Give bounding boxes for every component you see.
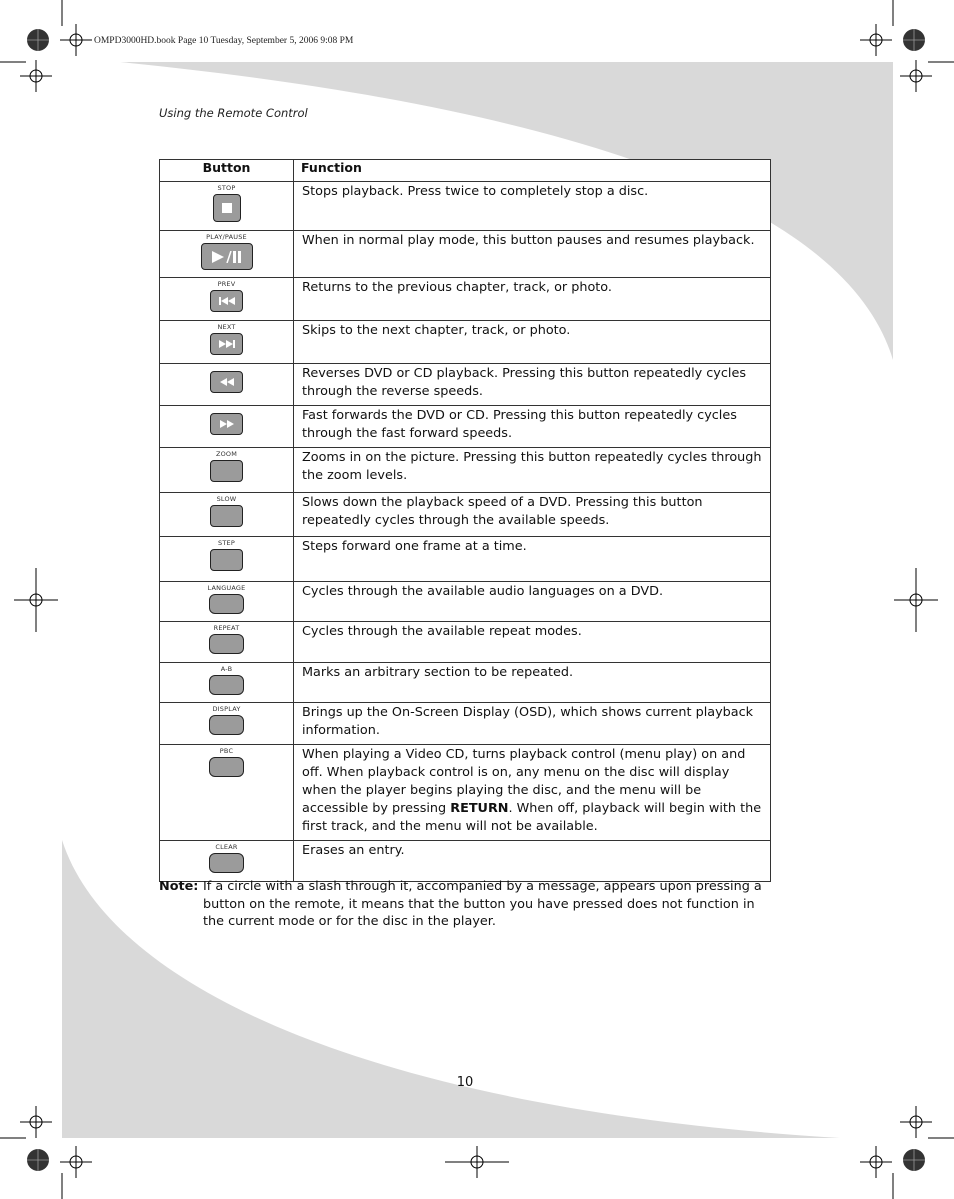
button-caption: NEXT	[217, 323, 236, 331]
stop-button-image	[213, 194, 241, 222]
note-text: If a circle with a slash through it, accompanied by a message, appears upon pressing a button on the remote, it means that the button you have pressed does not function in the current mode or for the disc in the player.	[203, 879, 762, 929]
section-title: Using the Remote Control	[159, 106, 308, 120]
button-cell	[160, 622, 294, 663]
skip-previous-icon	[211, 291, 242, 311]
button-caption: STOP	[217, 184, 236, 192]
function-description: Cycles through the available audio languages on a DVD.	[294, 582, 771, 622]
column-header-button: Button	[160, 160, 294, 182]
display-button-image	[209, 715, 244, 735]
table-header-row	[160, 160, 771, 182]
table-row	[160, 321, 771, 364]
page-number: 10	[456, 1075, 474, 1090]
table-row	[160, 582, 771, 622]
function-description: Marks an arbitrary section to be repeated.	[294, 663, 771, 703]
button-caption: ZOOM	[215, 450, 238, 458]
table-row	[160, 745, 771, 841]
button-cell	[160, 182, 294, 231]
button-cell	[160, 745, 294, 841]
function-description: Zooms in on the picture. Pressing this button repeatedly cycles through the zoom levels.	[294, 448, 771, 493]
table-row	[160, 448, 771, 493]
function-description	[294, 745, 771, 841]
print-header: OMPD3000HD.book Page 10 Tuesday, September 5, 2006 9:08 PM	[94, 36, 354, 46]
button-function-table	[159, 159, 771, 882]
table-row	[160, 537, 771, 582]
button-caption: PBC	[219, 747, 234, 755]
column-header-function: Function	[294, 160, 771, 182]
button-cell	[160, 537, 294, 582]
prev-button-image	[210, 290, 243, 312]
button-cell	[160, 231, 294, 278]
button-cell	[160, 406, 294, 448]
button-cell	[160, 278, 294, 321]
function-description: Stops playback. Press twice to completely stop a disc.	[294, 182, 771, 231]
table-row	[160, 364, 771, 406]
fast-forward-button-image	[210, 413, 243, 435]
language-button-image	[209, 594, 244, 614]
button-caption: SLOW	[216, 495, 237, 503]
button-cell	[160, 448, 294, 493]
button-caption: DISPLAY	[212, 705, 241, 713]
function-description: Returns to the previous chapter, track, or photo.	[294, 278, 771, 321]
function-description: Cycles through the available repeat modes.	[294, 622, 771, 663]
table-row	[160, 182, 771, 231]
table-row	[160, 663, 771, 703]
function-description: Fast forwards the DVD or CD. Pressing this button repeatedly cycles through the fast forward speeds.	[294, 406, 771, 448]
button-cell	[160, 703, 294, 745]
button-caption: LANGUAGE	[207, 584, 246, 592]
a-b-button-image	[209, 675, 244, 695]
stop-icon	[214, 195, 240, 221]
button-cell	[160, 493, 294, 537]
next-button-image	[210, 333, 243, 355]
button-cell	[160, 663, 294, 703]
table-row	[160, 493, 771, 537]
function-description: When in normal play mode, this button pauses and resumes playback.	[294, 231, 771, 278]
button-cell	[160, 364, 294, 406]
function-description: Skips to the next chapter, track, or photo.	[294, 321, 771, 364]
table-row	[160, 703, 771, 745]
table-row	[160, 841, 771, 882]
rewind-icon	[211, 372, 242, 392]
function-description: Erases an entry.	[294, 841, 771, 882]
button-caption: A-B	[220, 665, 233, 673]
clear-button-image	[209, 853, 244, 873]
button-caption: REPEAT	[213, 624, 240, 632]
table-row	[160, 622, 771, 663]
note-label: Note:	[159, 879, 199, 894]
button-cell	[160, 582, 294, 622]
repeat-button-image	[209, 634, 244, 654]
function-description: Slows down the playback speed of a DVD. Pressing this button repeatedly cycles through the available speeds.	[294, 493, 771, 537]
fast-forward-icon	[211, 414, 242, 434]
step-button-image	[210, 549, 243, 571]
skip-next-icon	[211, 334, 242, 354]
note-block	[159, 878, 771, 931]
function-description: Reverses DVD or CD playback. Pressing this button repeatedly cycles through the reverse speeds.	[294, 364, 771, 406]
play-pause-button-image	[201, 243, 253, 270]
button-cell	[160, 841, 294, 882]
pbc-button-image	[209, 757, 244, 777]
button-caption: CLEAR	[215, 843, 238, 851]
button-caption: PREV	[217, 280, 236, 288]
return-keyword: RETURN	[450, 801, 509, 816]
slow-button-image	[210, 505, 243, 527]
rewind-button-image	[210, 371, 243, 393]
table-row	[160, 278, 771, 321]
zoom-button-image	[210, 460, 243, 482]
function-description: Brings up the On-Screen Display (OSD), which shows current playback information.	[294, 703, 771, 745]
button-cell	[160, 321, 294, 364]
button-caption: STEP	[218, 539, 235, 547]
table-row	[160, 406, 771, 448]
table-row	[160, 231, 771, 278]
play-pause-icon	[202, 244, 252, 269]
function-description: Steps forward one frame at a time.	[294, 537, 771, 582]
pbc-description-start: When playing a Video CD, turns playback control (menu play) on and off. When playback control is on, any menu on the disc will display when the player begins playing the disc, and the menu will be accessible by pressing	[302, 747, 746, 816]
pbc-description-end: . When off, playback will begin with the first track, and the menu will not be available.	[302, 801, 762, 834]
button-caption: PLAY/PAUSE	[206, 233, 247, 241]
